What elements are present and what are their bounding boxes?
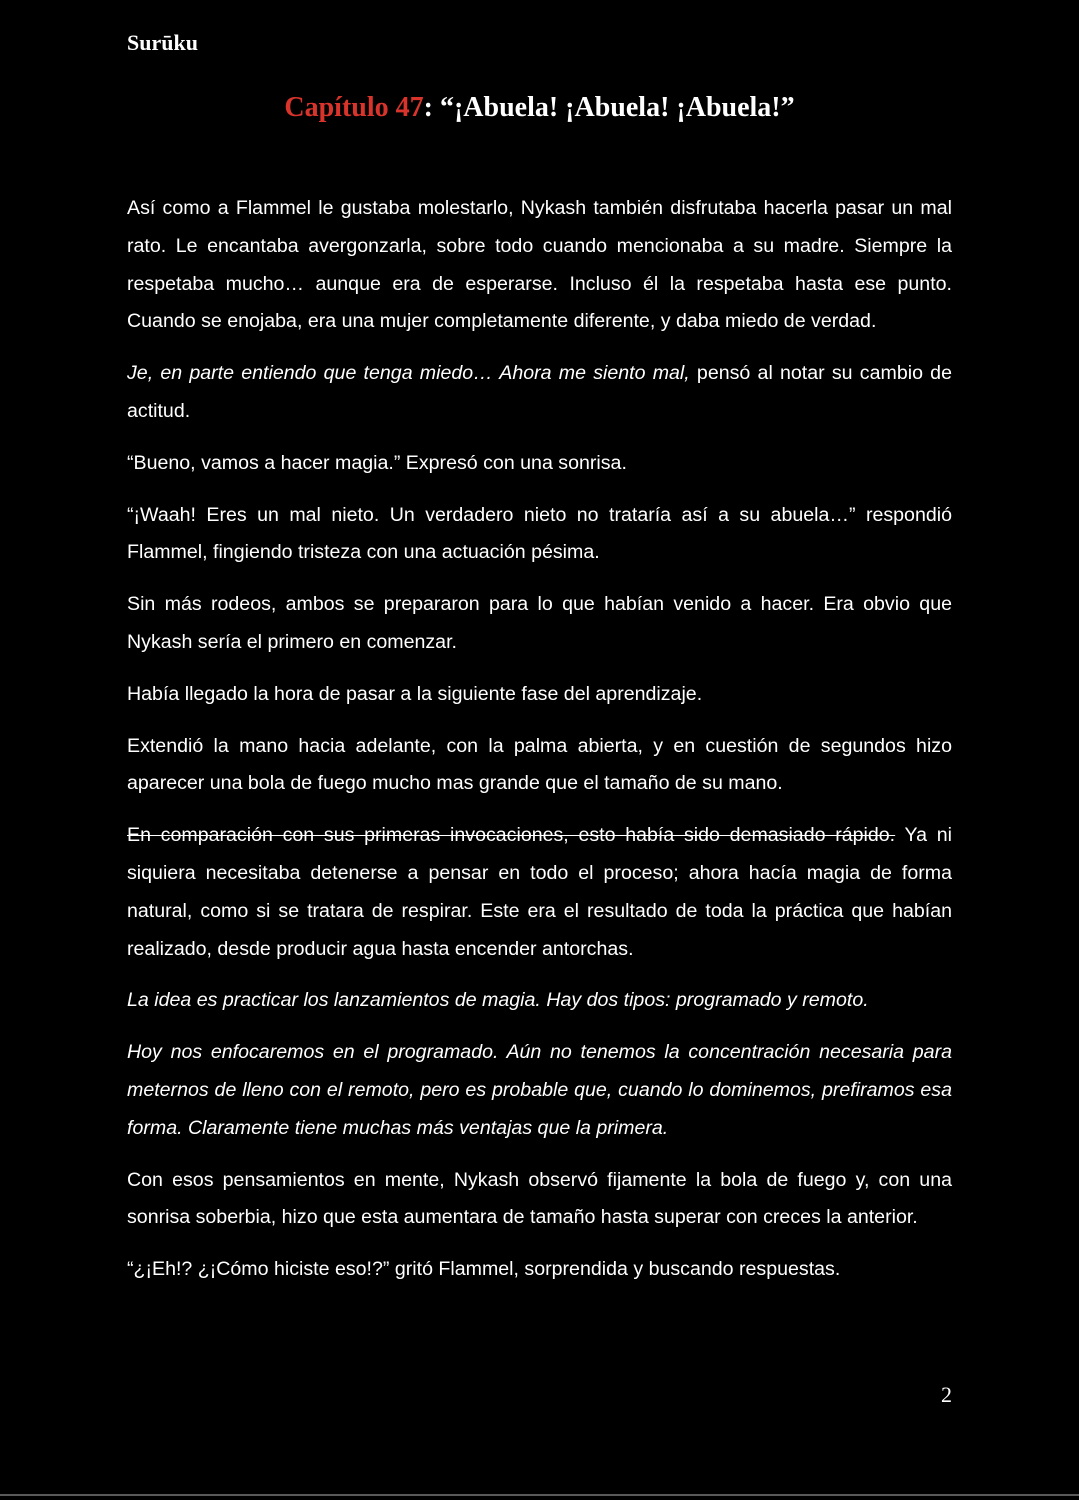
paragraph-8-continuation: Ya ni siquiera necesitaba detenerse a pensar en todo el proceso; ahora hacía magia de forma natural, como si se tratara de respirar. Este era el resultado de toda la práctica que habían realizado, desde producir agua hasta encender antorchas. [127, 824, 952, 960]
paragraph-4: “¡Waah! Eres un mal nieto. Un verdadero nieto no trataría así a su abuela…” respondió Flammel, fingiendo tristeza con una actuación pésima. [127, 503, 952, 564]
paragraph-10-thought: Hoy nos enfocaremos en el programado. Aún no tenemos la concentración necesaria para meternos de lleno con el remoto, pero es probable que, cuando lo dominemos, prefiramos esa forma. Claramente tiene muchas más ventajas que la primera. [127, 1041, 952, 1139]
chapter-title [0, 92, 1079, 124]
paragraph-3: “Bueno, vamos a hacer magia.” Expresó con una sonrisa. [127, 451, 627, 474]
paragraph-8-struck-line: En comparación con sus primeras invocaciones, esto había sido demasiado rápido. [127, 824, 896, 847]
paragraph-9 [127, 982, 952, 1020]
paragraph-6: Había llegado la hora de pasar a la siguiente fase del aprendizaje. [127, 682, 703, 705]
chapter-label: Capítulo 47 [284, 92, 424, 123]
paragraph-11: Con esos pensamientos en mente, Nykash observó fijamente la bola de fuego y, con una sonrisa soberbia, hizo que esta aumentara de tamaño hasta superar con creces la anterior. [127, 1168, 952, 1229]
chapter-body [127, 190, 952, 1303]
paragraph-7: Extendió la mano hacia adelante, con la palma abierta, y en cuestión de segundos hizo aparecer una bola de fuego mucho mas grande que el tamaño de su mano. [127, 734, 952, 795]
paragraph-2 [127, 355, 952, 431]
page-bottom-edge [0, 1494, 1079, 1496]
chapter-name: “¡Abuela! ¡Abuela! ¡Abuela!” [439, 92, 795, 123]
paragraph-5: Sin más rodeos, ambos se prepararon para lo que habían venido a hacer. Era obvio que Nykash sería el primero en comenzar. [127, 593, 952, 653]
paragraph-10 [127, 1034, 952, 1147]
paragraph-12: “¿¡Eh!? ¿¡Cómo hiciste eso!?” gritó Flammel, sorprendida y buscando respuestas. [127, 1258, 841, 1281]
page-number: 2 [941, 1382, 952, 1407]
paragraph-8 [127, 817, 952, 968]
paragraph-9-thought: La idea es practicar los lanzamientos de magia. Hay dos tipos: programado y remoto. [127, 989, 869, 1012]
chapter-separator: : [423, 92, 440, 123]
paragraph-2-narration: pensó al notar su cambio de actitud. [127, 362, 952, 422]
author-header: Surūku [127, 30, 198, 55]
paragraph-2-thought: Je, en parte entiendo que tenga miedo… Ahora me siento mal, [127, 362, 690, 385]
paragraph-1: Así como a Flammel le gustaba molestarlo, Nykash también disfrutaba hacerla pasar un mal rato. Le encantaba avergonzarla, sobre todo cuando mencionaba a su madre. Siempre la respetaba mucho… aunque era de esperarse. Incluso él la respetaba hasta ese punto. Cuando se enojaba, era una mujer completamente diferente, y daba miedo de verdad. [127, 197, 952, 333]
